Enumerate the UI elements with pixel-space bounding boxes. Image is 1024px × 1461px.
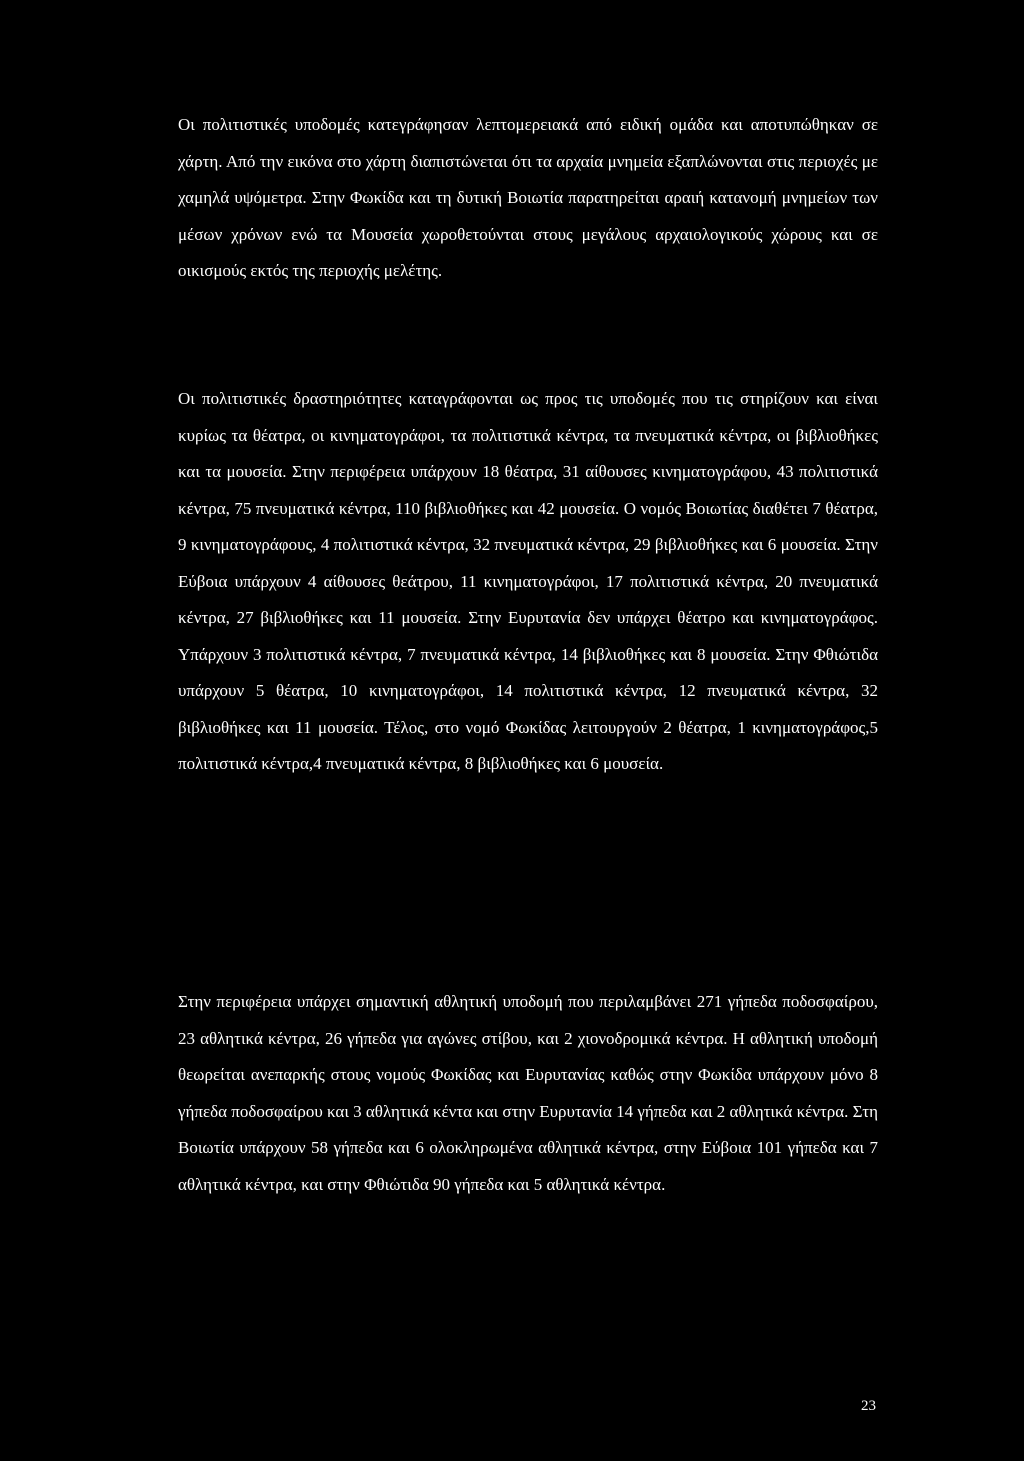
paragraph-cultural-infrastructure: Οι πολιτιστικές υποδομές κατεγράφησαν λεπτομερειακά από ειδική ομάδα και αποτυπώθηκαν σε χάρτη. Από την εικόνα στο χάρτη διαπιστώνεται ότι τα αρχαία μνημεία εξαπλώνονται στις περιοχές με χαμηλά υψόμετρα. Στην Φωκίδα και τη δυτική Βοιωτία παρατηρείται αραιή κατανομή μνημείων των μέσων χρόνων ενώ τα Μουσεία χωροθετούνται στους μεγάλους αρχαιολογικούς χώρους και σε οικισμούς εκτός της περιοχής μελέτης. (178, 115, 878, 280)
paragraph-sports-infrastructure: Στην περιφέρεια υπάρχει σημαντική αθλητική υποδομή που περιλαμβάνει 271 γήπεδα ποδοσφαίρου, 23 αθλητικά κέντρα, 26 γήπεδα για αγώνες στίβου, και 2 χιονοδρομικά κέντρα. Η αθλητική υποδομή θεωρείται ανεπαρκής στους νομούς Φωκίδας και Ευρυτανίας καθώς στην Φωκίδα υπάρχουν μόνο 8 γήπεδα ποδοσφαίρου και 3 αθλητικά κέντα και στην Ευρυτανία 14 γήπεδα και 2 αθλητικά κέντρα. Στη Βοιωτία υπάρχουν 58 γήπεδα και 6 ολοκληρωμένα αθλητικά κέντρα, στην Εύβοια 101 γήπεδα και 7 αθλητικά κέντρα, και στην Φθιώτιδα 90 γήπεδα και 5 αθλητικά κέντρα. (178, 992, 878, 1194)
page-number: 23 (861, 1398, 876, 1414)
paragraph-cultural-activities: Οι πολιτιστικές δραστηριότητες καταγράφονται ως προς τις υποδομές που τις στηρίζουν και είναι κυρίως τα θέατρα, οι κινηματογράφοι, τα πολιτιστικά κέντρα, τα πνευματικά κέντρα, οι βιβλιοθήκες και τα μουσεία. Στην περιφέρεια υπάρχουν 18 θέατρα, 31 αίθουσες κινηματογράφου, 43 πολιτιστικά κέντρα, 75 πνευματικά κέντρα, 110 βιβλιοθήκες και 42 μουσεία. Ο νομός Βοιωτίας διαθέτει 7 θέατρα, 9 κινηματογράφους, 4 πολιτιστικά κέντρα, 32 πνευματικά κέντρα, 29 βιβλιοθήκες και 6 μουσεία. Στην Εύβοια υπάρχουν 4 αίθουσες θεάτρου, 11 κινηματογράφοι, 17 πολιτιστικά κέντρα, 20 πνευματικά κέντρα, 27 βιβλιοθήκες και 11 μουσεία. Στην Ευρυτανία δεν υπάρχει θέατρο και κινηματογράφος. Υπάρχουν 3 πολιτιστικά κέντρα, 7 πνευματικά κέντρα, 14 βιβλιοθήκες και 8 μουσεία. Στην Φθιώτιδα υπάρχουν 5 θέατρα, 10 κινηματογράφοι, 14 πολιτιστικά κέντρα, 12 πνευματικά κέντρα, 32 βιβλιοθήκες και 11 μουσεία. Τέλος, στο νομό Φωκίδας λειτουργούν 2 θέατρα, 1 κινηματογράφος,5 πολιτιστικά κέντρα,4 πνευματικά κέντρα, 8 βιβλιοθήκες και 6 μουσεία. (178, 389, 878, 773)
